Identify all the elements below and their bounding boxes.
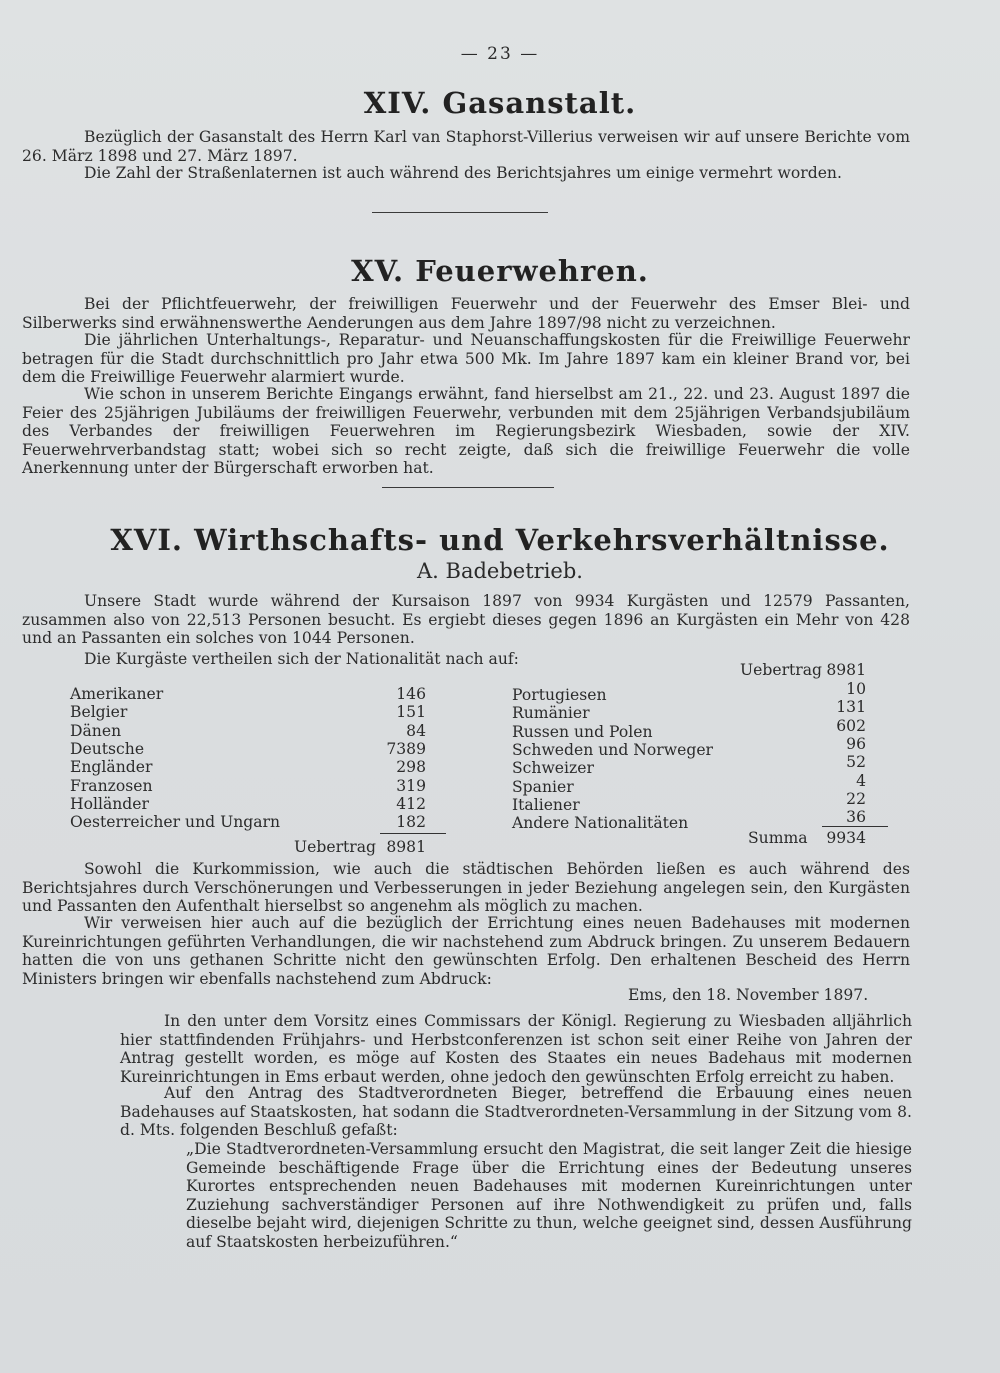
guest-count: 151	[396, 703, 426, 722]
nationality-name: Portugiesen	[512, 686, 607, 704]
guest-count: 131	[836, 698, 866, 717]
section-14-paragraph-2: Die Zahl der Straßenlaternen ist auch während des Berichtsjahres um einige vermehrt worden.	[84, 164, 842, 182]
right-carry-label: Uebertrag	[740, 661, 823, 679]
guest-count: 182	[396, 813, 426, 832]
resolution-quote: „Die Stadtverordneten-Versammlung ersucht den Magistrat, die seit langer Zeit die hiesige Gemeinde beschäftigende Frage über die Errichtung eines der Bedeutung unseres Kurortes entsprechenden neuen Badehauses mit modernen Kureinrichtungen unter Zuziehung sachverständiger Personen auf ihre Nothwendigkeit zu prüfen und, falls dieselbe bejaht wird, diejenigen Schritte zu thun, welche geeignet sind, dessen Ausführung auf Staatskosten herbeizuführen.“	[186, 1140, 913, 1251]
guest-count: 22	[846, 789, 866, 808]
letter-paragraph-1: In den unter dem Vorsitz eines Commissars der Königl. Regierung zu Wiesbaden alljährlich hier stattfindenden Frühjahrs- und Herbstconferenzen ist schon seit einer Reihe von Jahren der Antrag gestellt worden, es möge auf Kosten des Staates ein neues Badehaus mit modernen Kureinrichtungen in Ems erbaut werden, ohne jedoch den gewünschten Erfolg erreicht zu haben.	[120, 1012, 912, 1086]
guest-count: 4	[856, 771, 866, 790]
nationality-name: Andere Nationalitäten	[512, 814, 689, 833]
nationality-name: Deutsche	[70, 739, 145, 758]
nationality-name: Oesterreicher und Ungarn	[70, 813, 281, 832]
section-15-title: XV. Feuerwehren.	[351, 254, 649, 288]
guest-count: 7389	[386, 739, 426, 758]
guest-count: 298	[396, 758, 426, 777]
guest-count: 10	[846, 680, 866, 698]
guest-count: 84	[406, 721, 426, 740]
nationality-name: Dänen	[70, 721, 122, 740]
guest-count: 96	[846, 734, 866, 753]
guest-count: 602	[836, 716, 866, 735]
nationality-name: Franzosen	[70, 776, 153, 795]
section-divider	[372, 212, 548, 213]
right-carry-value: 8981	[826, 661, 866, 679]
section-15-paragraph-2: Die jährlichen Unterhaltungs-, Reparatur- und Neuanschaffungskosten für die Freiwillige Feuerwehr betragen für die Stadt durchschnittlich pro Jahr etwa 500 Mk. Im Jahre 1897 kam ein kleiner Brand vor, bei dem die Freiwillige Feuerwehr alarmiert wurde.	[22, 331, 910, 386]
section-16-subtitle: A. Badebetrieb.	[417, 559, 583, 583]
letter-dateline: Ems, den 18. November 1897.	[628, 986, 869, 1004]
section-divider	[382, 487, 554, 488]
section-15-paragraph-3: Wie schon in unserem Berichte Eingangs erwähnt, fand hierselbst am 21., 22. und 23. August 1897 die Feier des 25jährigen Jubiläums der freiwilligen Feuerwehr, verbunden mit dem 25jährigen Verbandsjubiläum des Verbandes der freiwilligen Feuerwehren im Regierungsbezirk Wiesbaden, sowie der XIV. Feuerwehrverbandstag statt; wobei sich so recht zeigte, daß sich die freiwillige Feuerwehr die volle Anerkennung unter der Bürgerschaft erworben hat.	[22, 385, 910, 477]
section-16-paragraph-2: Die Kurgäste vertheilen sich der Nationalität nach auf:	[84, 650, 519, 668]
nationality-name: Belgier	[70, 703, 128, 722]
right-sum-line	[822, 826, 888, 827]
nationality-name: Russen und Polen	[512, 722, 653, 741]
section-16-title: XVI. Wirthschafts- und Verkehrsverhältnisse.	[110, 523, 890, 557]
guest-count: 319	[396, 776, 426, 795]
guest-count: 412	[396, 794, 426, 813]
right-total-value: 9934	[826, 829, 866, 847]
section-14-title: XIV. Gasanstalt.	[363, 86, 637, 120]
nationality-name: Italiener	[512, 795, 580, 814]
section-16-paragraph-3: Sowohl die Kurkommission, wie auch die städtischen Behörden ließen es auch während des Berichtsjahres durch Verschönerungen und Verbesserungen in jeder Beziehung angelegen sein, den Kurgästen und Passanten den Aufenthalt hierselbst so angenehm als möglich zu machen.	[22, 860, 910, 915]
right-total-label: Summa	[748, 829, 808, 847]
section-14-paragraph-1: Bezüglich der Gasanstalt des Herrn Karl van Staphorst-Villerius verweisen wir auf unsere Berichte vom 26. März 1898 und 27. März 1897.	[22, 128, 910, 165]
nationality-name: Schweden und Norweger	[512, 740, 713, 759]
guest-count: 52	[846, 753, 866, 772]
nationality-name: Engländer	[70, 758, 153, 777]
left-total-label: Uebertrag	[294, 838, 377, 856]
nationality-name: Holländer	[70, 794, 149, 813]
guest-count: 36	[846, 808, 866, 827]
nationality-name: Rumänier	[512, 704, 590, 723]
nationality-name: Schweizer	[512, 759, 594, 778]
section-16-paragraph-1: Unsere Stadt wurde während der Kursaison 1897 von 9934 Kurgästen und 12579 Passanten, zusammen also von 22,513 Personen besucht. Es ergiebt dieses gegen 1896 an Kurgästen ein Mehr von 428 und an Passanten ein solches von 1044 Personen.	[22, 592, 910, 647]
section-15-paragraph-1: Bei der Pflichtfeuerwehr, der freiwilligen Feuerwehr und der Feuerwehr des Emser Blei- und Silberwerks sind erwähnenswerthe Aenderungen aus dem Jahre 1897/98 nicht zu verzeichnen.	[22, 295, 910, 332]
guest-count: 146	[396, 685, 426, 703]
left-total-value: 8981	[386, 838, 426, 856]
section-16-paragraph-4: Wir verweisen hier auch auf die bezüglich der Errichtung eines neuen Badehauses mit modernen Kureinrichtungen geführten Verhandlungen, die wir nachstehend zum Abdruck bringen. Zu unserem Bedauern hatten die von uns gethanen Schritte nicht den gewünschten Erfolg. Den erhaltenen Bescheid des Herrn Ministers bringen wir ebenfalls nachstehend zum Abdruck:	[22, 914, 910, 988]
nationality-name: Spanier	[512, 777, 574, 796]
left-sum-line	[380, 833, 446, 834]
nationality-name: Amerikaner	[70, 685, 164, 703]
letter-paragraph-2: Auf den Antrag des Stadtverordneten Bieger, betreffend die Erbauung eines neuen Badehauses auf Staatskosten, hat sodann die Stadtverordneten-Versammlung in der Sitzung vom 8. d. Mts. folgenden Beschluß gefaßt:	[120, 1084, 912, 1139]
page-number: — 23 —	[460, 44, 540, 64]
